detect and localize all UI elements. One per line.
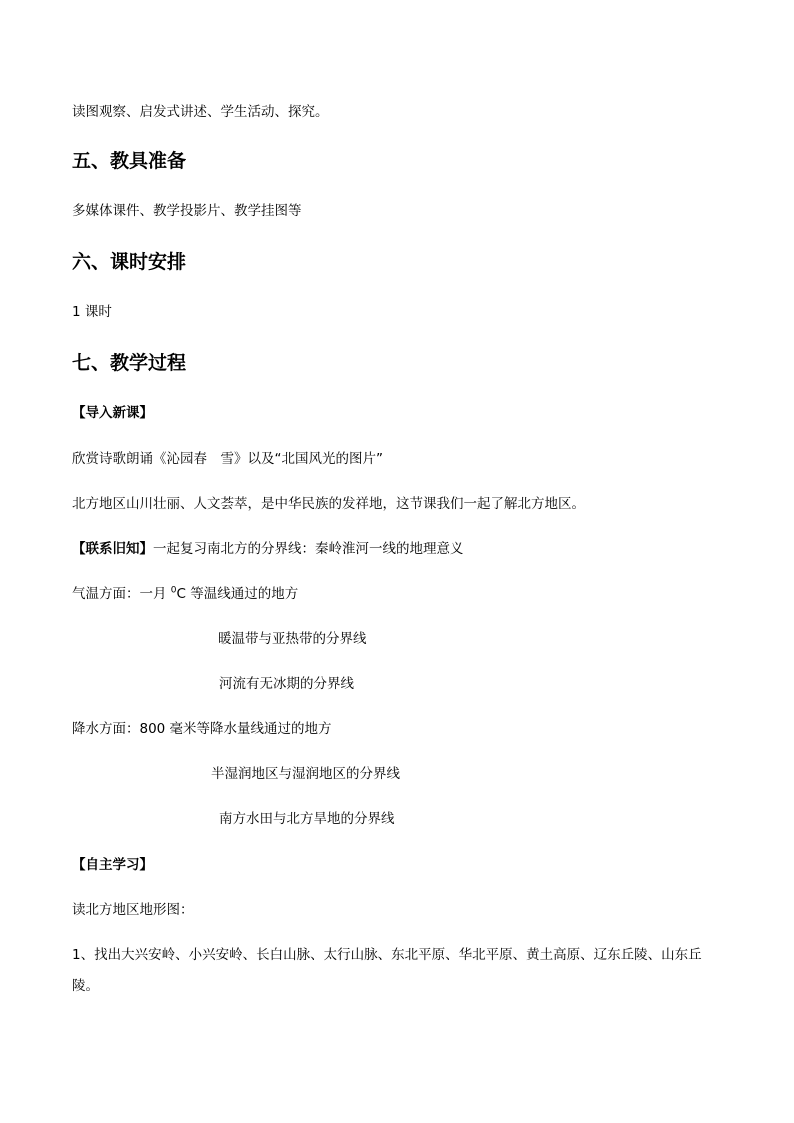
- section-5-heading: 五、教具准备: [72, 150, 187, 172]
- temperature-degree: 0: [170, 585, 177, 596]
- self-study-label: 【自主学习】: [72, 857, 153, 873]
- question-1-line-2: 陵。: [72, 978, 99, 994]
- temperature-item-2: 河流有无冰期的分界线: [219, 676, 354, 692]
- temperature-item-1: 暖温带与亚热带的分界线: [218, 631, 367, 647]
- self-study-intro: 读北方地区地形图：: [72, 902, 194, 918]
- section-7-heading: 七、教学过程: [72, 352, 187, 374]
- question-1-line-1: 1、找出大兴安岭、小兴安岭、长白山脉、太行山脉、东北平原、华北平原、黄土高原、辽东丘陵、山东丘: [72, 947, 702, 963]
- precipitation-item-2: 南方水田与北方旱地的分界线: [219, 811, 395, 827]
- intro-line-2: 北方地区山川壮丽、人文荟萃，是中华民族的发祥地，这节课我们一起了解北方地区。: [72, 496, 585, 512]
- precipitation-line: 降水方面：800 毫米等降水量线通过的地方: [72, 721, 332, 737]
- temperature-prefix: 气温方面：一月: [72, 586, 171, 602]
- review-line: [72, 539, 464, 559]
- intro-label: 【导入新课】: [72, 405, 153, 421]
- temperature-line: [72, 584, 298, 604]
- section-6-text: 1 课时: [72, 304, 112, 320]
- intro-line-1: 欣赏诗歌朗诵《沁园春 雪》以及“北国风光的图片”: [72, 451, 383, 467]
- teaching-methods-text: 读图观察、启发式讲述、学生活动、探究。: [72, 104, 329, 120]
- temperature-suffix: C 等温线通过的地方: [176, 586, 299, 602]
- review-label: 【联系旧知】: [72, 541, 153, 557]
- section-6-heading: 六、课时安排: [72, 251, 187, 273]
- section-5-text: 多媒体课件、教学投影片、教学挂图等: [72, 203, 302, 219]
- precipitation-item-1: 半湿润地区与湿润地区的分界线: [211, 766, 400, 782]
- review-text: 一起复习南北方的分界线：秦岭淮河一线的地理意义: [153, 541, 464, 557]
